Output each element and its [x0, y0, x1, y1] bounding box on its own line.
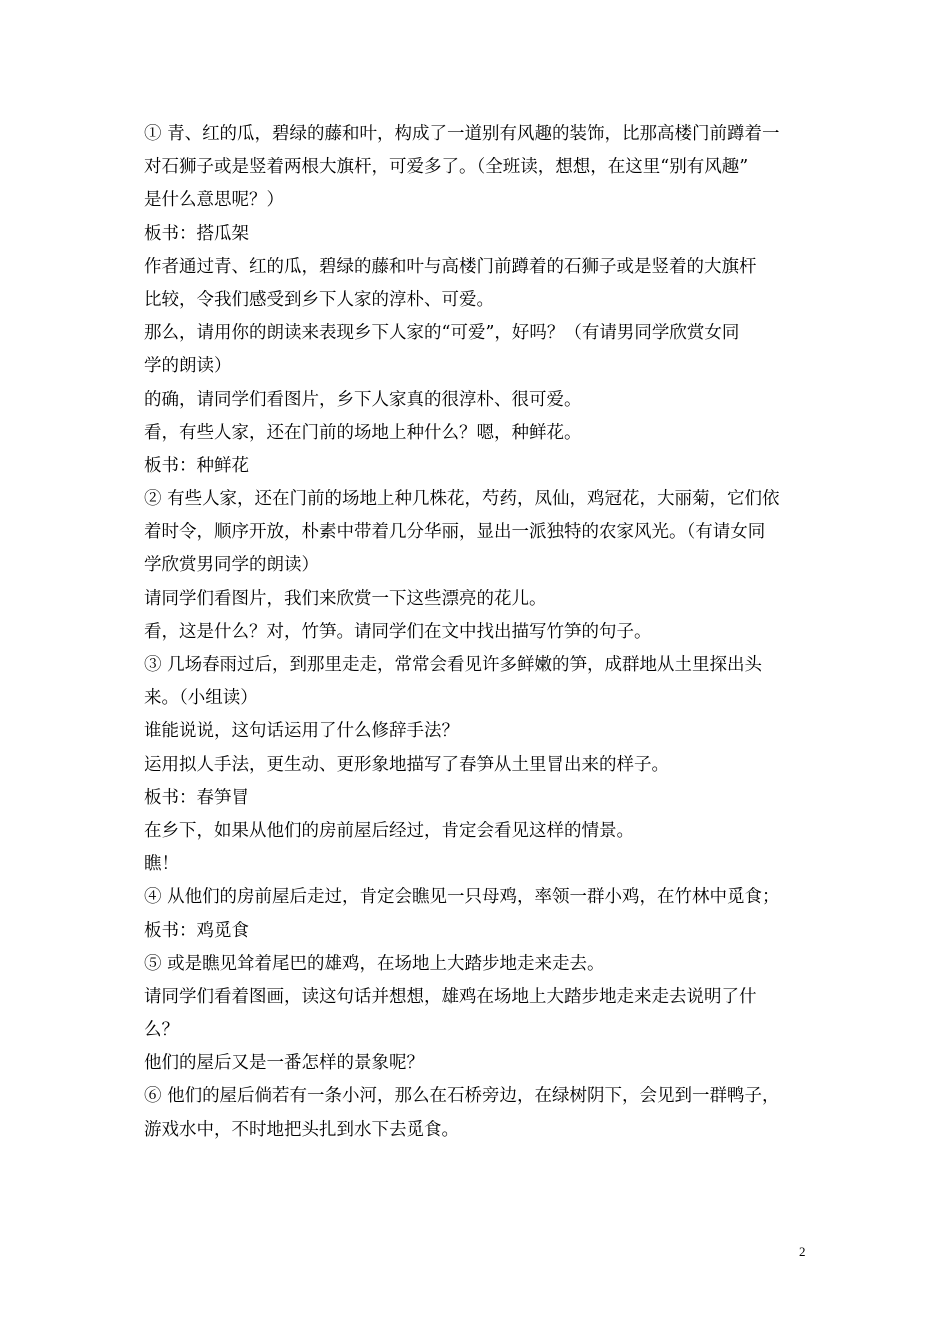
text-line: 学的朗读）: [144, 356, 232, 377]
text-line: 看，这是什么？对，竹笋。请同学们在文中找出描写竹笋的句子。: [144, 621, 652, 642]
text-line: ④ 从他们的房前屋后走过，肯定会瞧见一只母鸡，率领一群小鸡，在竹林中觅食；: [144, 887, 780, 908]
text-line: ⑥ 他们的屋后倘若有一条小河，那么在石桥旁边，在绿树阴下，会见到一群鸭子，: [144, 1086, 780, 1107]
text-line: 谁能说说，这句话运用了什么修辞手法？: [144, 721, 459, 742]
text-line: 板书：鸡觅食: [144, 920, 249, 941]
text-line: 请同学们看着图画，读这句话并想想，雄鸡在场地上大踏步地走来走去说明了什: [144, 986, 757, 1007]
text-line: 学欣赏男同学的朗读）: [144, 555, 319, 576]
text-line: 板书：春笋冒: [144, 787, 249, 808]
text-line: 板书：种鲜花: [144, 455, 249, 476]
text-line: 比较，令我们感受到乡下人家的淳朴、可爱。: [144, 289, 494, 310]
text-line: ⑤ 或是瞧见耸着尾巴的雄鸡，在场地上大踏步地走来走去。: [144, 953, 605, 974]
text-line: 着时令，顺序开放，朴素中带着几分华丽，显出一派独特的农家风光。（有请女同: [144, 522, 766, 543]
text-line: 在乡下，如果从他们的房前屋后经过，肯定会看见这样的情景。: [144, 820, 634, 841]
text-line: 他们的屋后又是一番怎样的景象呢？: [144, 1053, 424, 1074]
text-line: 运用拟人手法，更生动、更形象地描写了春笋从土里冒出来的样子。: [144, 754, 669, 775]
text-line: 是什么意思呢？）: [144, 190, 284, 211]
text-line: 看，有些人家，还在门前的场地上种什么？嗯，种鲜花。: [144, 422, 582, 443]
page-number: 2: [799, 1244, 806, 1259]
text-line: 瞧！: [144, 854, 179, 875]
text-line: ① 青、红的瓜，碧绿的藤和叶，构成了一道别有风趣的装饰，比那高楼门前蹲着一: [144, 124, 780, 144]
text-line: 板书：搭瓜架: [144, 223, 249, 244]
text-line: 那么，请用你的朗读来表现乡下人家的“可爱”，好吗？（有请男同学欣赏女同: [144, 323, 740, 344]
text-line: 对石狮子或是竖着两根大旗杆，可爱多了。（全班读，想想，在这里“别有风趣”: [144, 157, 749, 178]
text-line: 么？: [144, 1020, 179, 1041]
text-line: 来。（小组读）: [144, 688, 258, 709]
text-line: ③ 几场春雨过后，到那里走走，常常会看见许多鲜嫩的笋，成群地从土里探出头: [144, 655, 763, 675]
page-body: [144, 118, 812, 1147]
text-line: 作者通过青、红的瓜，碧绿的藤和叶与高楼门前蹲着的石狮子或是竖着的大旗杆: [144, 256, 757, 277]
text-line: 游戏水中，不时地把头扎到水下去觅食。: [144, 1119, 459, 1140]
text-line: 的确，请同学们看图片，乡下人家真的很淳朴、很可爱。: [144, 389, 582, 410]
text-line: 请同学们看图片，我们来欣赏一下这些漂亮的花儿。: [144, 588, 547, 609]
text-line: ② 有些人家，还在门前的场地上种几株花，芍药，凤仙，鸡冠花，大丽菊，它们依: [144, 489, 780, 510]
